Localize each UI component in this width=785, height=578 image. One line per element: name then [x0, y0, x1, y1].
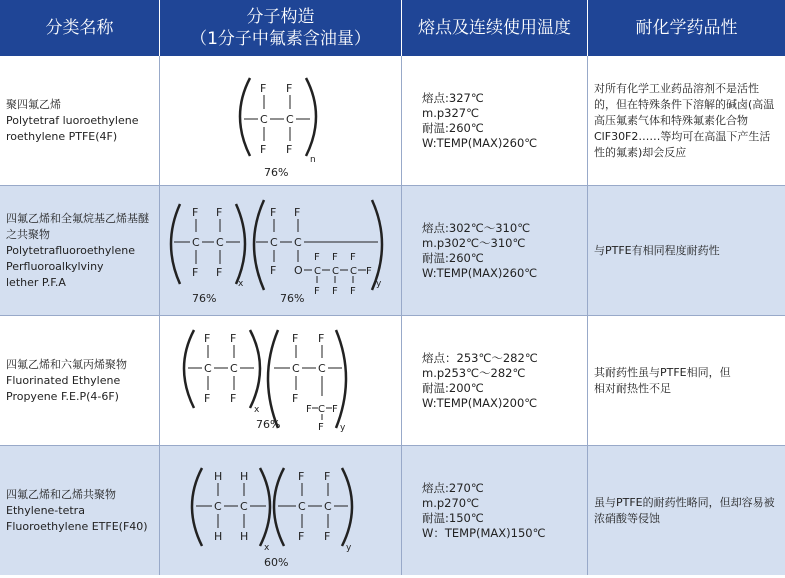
- resistance-cell: [588, 56, 785, 185]
- resistance-cell: [588, 316, 785, 445]
- header-temperature-text: 熔点及连续使用温度: [418, 18, 571, 38]
- name-cn: 四氟乙烯和全氟烷基乙烯基醚之共聚物: [6, 211, 149, 241]
- atom-c: C: [318, 404, 325, 415]
- name-en-2: Fluoroethylene ETFE(F40): [6, 519, 148, 533]
- atom-f: F: [230, 392, 237, 405]
- name-en-2: Perfluoroalkylviny: [6, 259, 104, 273]
- melting-point: 熔点:327℃: [422, 90, 484, 105]
- heat-resistance: 耐温:200℃: [422, 380, 484, 395]
- header-resistance-text: 耐化学药品性: [635, 18, 738, 38]
- max-temp: W:TEMP(MAX)200℃: [422, 395, 538, 410]
- atom-c: C: [318, 362, 326, 375]
- name-en-2: roethylene PTFE(4F): [6, 129, 118, 143]
- atom-f: F: [270, 206, 277, 219]
- atom-f: F: [332, 404, 338, 415]
- atom-f: F: [260, 82, 267, 95]
- temperature-cell: [402, 316, 588, 445]
- fluorine-percent: 60%: [264, 556, 289, 569]
- resistance-text-1: 其耐药性虽与PTFE相同，但: [594, 365, 731, 379]
- atom-h: H: [240, 530, 249, 543]
- atom-c: C: [324, 500, 332, 513]
- mp: m.p302℃～310℃: [422, 235, 526, 250]
- structure-cell: [160, 186, 402, 315]
- melting-point: 熔点：253℃～282℃: [422, 350, 538, 365]
- temperature-cell: [402, 56, 588, 185]
- temperature-cell: [402, 186, 588, 315]
- subscript-y: y: [346, 543, 352, 553]
- mp: m.p327℃: [422, 105, 480, 120]
- fluorine-percent: 76%: [264, 166, 289, 179]
- name-cell: [0, 446, 160, 575]
- atom-f: F: [192, 206, 199, 219]
- subscript-n: n: [310, 155, 316, 165]
- atom-c: C: [350, 266, 357, 277]
- resistance-text: 虽与PTFE的耐药性略同，但却容易被浓硝酸等侵蚀: [594, 495, 775, 525]
- name-en-1: Polytetrafluoroethylene: [6, 243, 135, 257]
- atom-f: F: [324, 470, 331, 483]
- header-temperature: [402, 0, 588, 56]
- atom-f: F: [216, 266, 223, 279]
- atom-f: F: [332, 286, 338, 297]
- atom-f: F: [332, 252, 338, 263]
- max-temp: W:TEMP(MAX)260℃: [422, 265, 538, 280]
- structure-cell: [160, 56, 402, 185]
- temperature-cell: [402, 446, 588, 575]
- atom-f: F: [270, 264, 277, 277]
- subscript-x: x: [238, 279, 244, 289]
- atom-f: F: [204, 392, 211, 405]
- atom-f: F: [192, 266, 199, 279]
- atom-c: C: [214, 500, 222, 513]
- name-cn: 聚四氟乙烯: [6, 97, 61, 111]
- resistance-cell: [588, 186, 785, 315]
- atom-f: F: [318, 422, 324, 433]
- header-structure-line1: 分子构造: [246, 7, 315, 27]
- atom-c: C: [332, 266, 339, 277]
- name-en-1: Polytetraf luoroethylene: [6, 113, 139, 127]
- atom-f: F: [292, 392, 299, 405]
- atom-c: C: [314, 266, 321, 277]
- atom-c: C: [240, 500, 248, 513]
- structure-cell: [160, 446, 402, 575]
- name-cell: [0, 56, 160, 185]
- atom-f: F: [350, 252, 356, 263]
- name-en-2: Propyene F.E.P(4-6F): [6, 389, 119, 403]
- atom-h: H: [240, 470, 249, 483]
- mp: m.p270℃: [422, 495, 480, 510]
- subscript-x: x: [264, 543, 270, 553]
- atom-f: F: [204, 332, 211, 345]
- atom-f: F: [298, 530, 305, 543]
- atom-c: C: [216, 236, 224, 249]
- atom-f: F: [230, 332, 237, 345]
- ptfe-structure-diagram: [160, 56, 402, 186]
- atom-f: F: [286, 82, 293, 95]
- heat-resistance: 耐温:260℃: [422, 120, 484, 135]
- atom-h: H: [214, 530, 223, 543]
- fep-structure-diagram: [160, 316, 402, 446]
- structure-cell: [160, 316, 402, 445]
- name-cn: 四氟乙烯和乙烯共聚物: [6, 487, 116, 501]
- heat-resistance: 耐温:260℃: [422, 250, 484, 265]
- subscript-y: y: [340, 423, 346, 433]
- subscript-y: y: [376, 279, 382, 289]
- fluorine-percent-a: 76%: [192, 292, 217, 305]
- fluorine-percent-b: 76%: [280, 292, 305, 305]
- atom-h: H: [214, 470, 223, 483]
- name-cn: 四氟乙烯和六氟丙烯聚物: [6, 357, 127, 371]
- heat-resistance: 耐温:150℃: [422, 510, 484, 525]
- name-en-1: Fluorinated Ethylene: [6, 373, 121, 387]
- atom-f: F: [324, 530, 331, 543]
- mp: m.p253℃～282℃: [422, 365, 526, 380]
- atom-f: F: [286, 143, 293, 156]
- header-name-text: 分类名称: [45, 18, 114, 38]
- atom-f: F: [298, 470, 305, 483]
- atom-f: F: [292, 332, 299, 345]
- atom-c: C: [204, 362, 212, 375]
- atom-f: F: [216, 206, 223, 219]
- table-row-pfa: [0, 186, 785, 316]
- atom-f: F: [314, 286, 320, 297]
- pfa-structure-diagram: [160, 186, 402, 316]
- name-cell: [0, 316, 160, 445]
- resistance-text-2: 相对耐热性不足: [594, 381, 671, 395]
- max-temp: W:TEMP(MAX)260℃: [422, 135, 538, 150]
- atom-c: C: [230, 362, 238, 375]
- table-row-fep: [0, 316, 785, 446]
- header-resistance: [588, 0, 785, 56]
- resistance-text: 对所有化学工业药品溶剂不是活性的，但在特殊条件下溶解的碱卤(高温高压氟素气体和特殊氟素化合物ClF30F2……等均可在高温下产生活性的氟素)却会反应: [594, 81, 775, 159]
- atom-f: F: [306, 404, 312, 415]
- atom-c: C: [270, 236, 278, 249]
- max-temp: W：TEMP(MAX)150℃: [422, 525, 546, 540]
- header-structure-line2: （1分子中氟素含油量）: [190, 29, 371, 49]
- melting-point: 熔点:302℃～310℃: [422, 220, 531, 235]
- table-row-etfe: [0, 446, 785, 575]
- name-cell: [0, 186, 160, 315]
- atom-f: F: [314, 252, 320, 263]
- atom-f: F: [318, 332, 325, 345]
- fluorine-percent: 76%: [256, 418, 281, 431]
- atom-f: F: [260, 143, 267, 156]
- name-en-3: lether P.F.A: [6, 275, 66, 289]
- atom-f: F: [350, 286, 356, 297]
- subscript-x: x: [254, 405, 260, 415]
- atom-c: C: [286, 113, 294, 126]
- atom-c: C: [292, 362, 300, 375]
- atom-c: C: [260, 113, 268, 126]
- header-structure: [160, 0, 402, 56]
- etfe-structure-diagram: [160, 446, 402, 575]
- table-row-ptfe: [0, 56, 785, 186]
- atom-c: C: [192, 236, 200, 249]
- name-en-1: Ethylene-tetra: [6, 503, 85, 517]
- header-name: [0, 0, 160, 56]
- atom-c: C: [298, 500, 306, 513]
- atom-f: F: [294, 206, 301, 219]
- melting-point: 熔点:270℃: [422, 480, 484, 495]
- resistance-text: 与PTFE有相同程度耐药性: [594, 243, 720, 257]
- atom-f: F: [366, 266, 372, 277]
- atom-c: C: [294, 236, 302, 249]
- resistance-cell: [588, 446, 785, 575]
- atom-o: O: [294, 264, 303, 277]
